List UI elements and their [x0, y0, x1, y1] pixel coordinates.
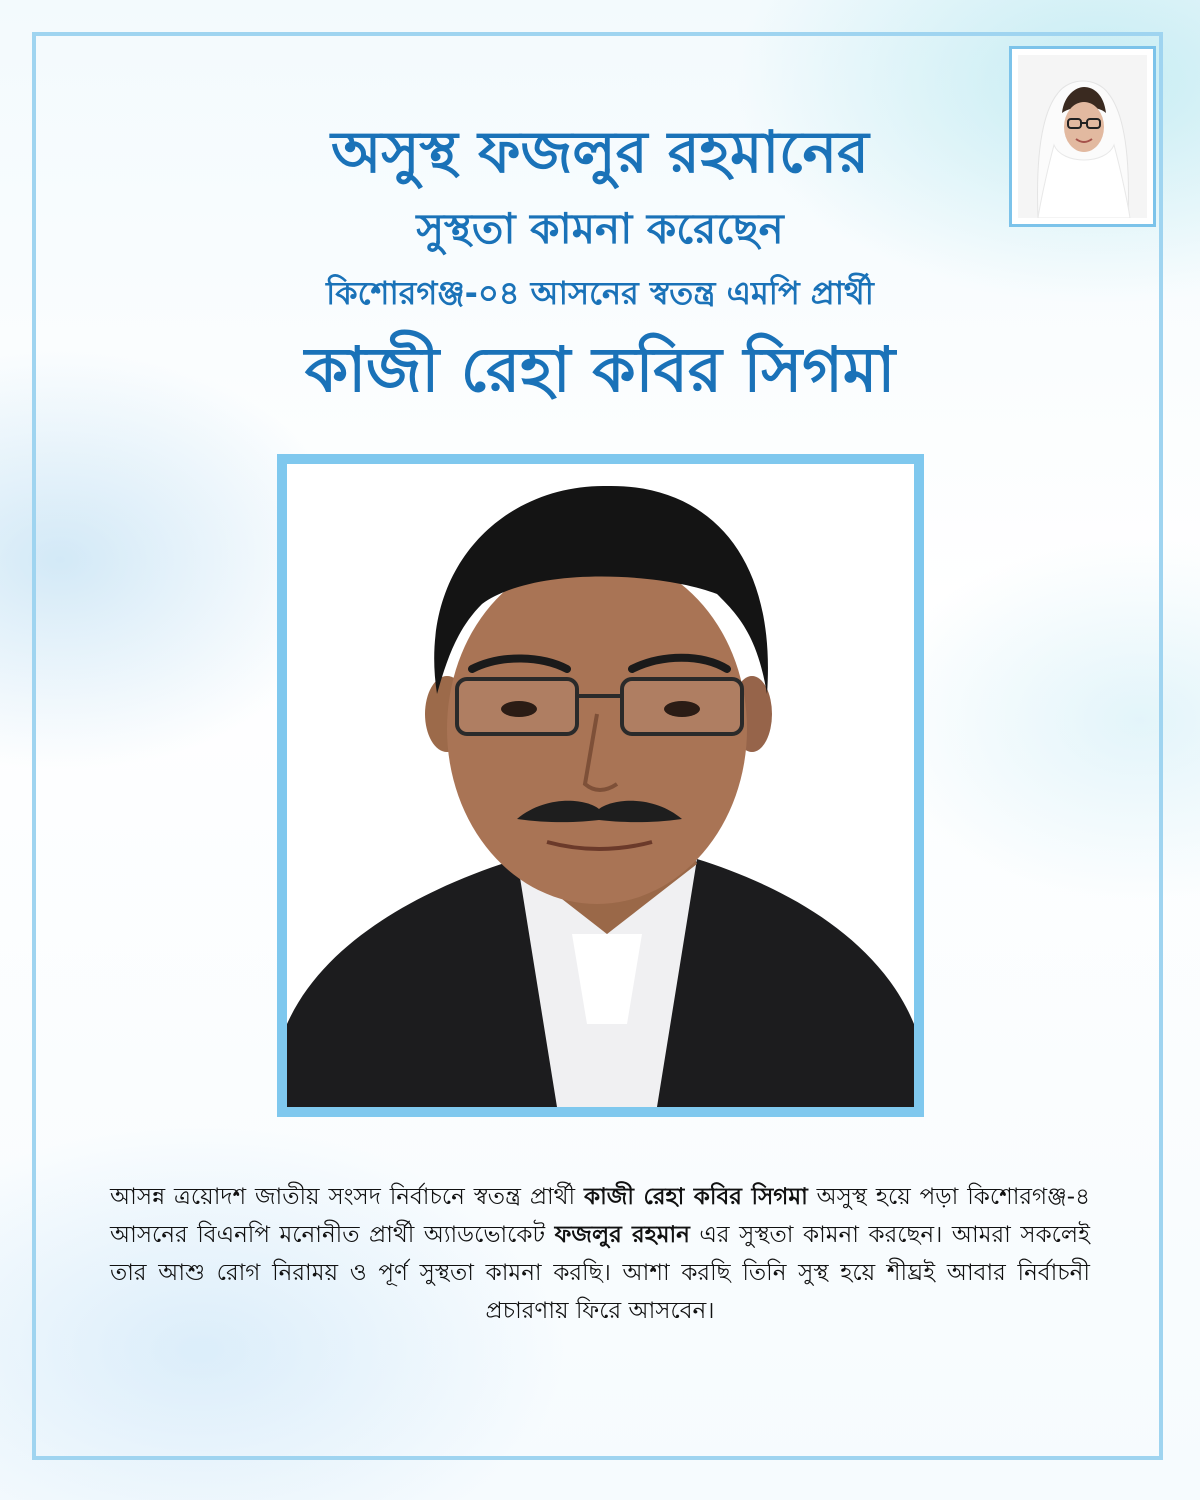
message-part-1: আসন্ন ত্রয়োদশ জাতীয় সংসদ নির্বাচনে স্বতন্ত্র প্রার্থী — [110, 1184, 585, 1210]
message-candidate-name: কাজী রেহা কবির সিগমা — [584, 1184, 808, 1210]
candidate-thumbnail-frame — [1009, 46, 1156, 227]
headline-line-3: কিশোরগঞ্জ-০৪ আসনের স্বতন্ত্র এমপি প্রার্থী — [326, 274, 874, 312]
main-photo-frame — [277, 454, 924, 1117]
candidate-name-heading: কাজী রেহা কবির সিগমা — [304, 333, 896, 406]
wellwish-message — [110, 1178, 1090, 1330]
main-portrait-photo — [287, 464, 914, 1107]
headline-line-2: সুস্থতা কামনা করেছেন — [416, 204, 784, 253]
headline-line-1: অসুস্থ ফজলুর রহমানের — [331, 118, 869, 186]
candidate-thumbnail-photo — [1018, 55, 1147, 218]
message-part-5: এর সুস্থতা কামনা করছেন। আমরা সকলেই তার আশু রোগ নিরাময় ও পূর্ণ সুস্থতা কামনা করছি। আশা করছি তিনি সুস্থ হয়ে শীঘ্রই আবার নির্বাচনী প্রচারণায় ফিরে আসবেন। — [110, 1222, 1091, 1324]
message-patient-name: ফজলুর রহমান — [554, 1222, 690, 1248]
message-part-3: অসুস্থ হয়ে পড়া কিশোরগঞ্জ-৪ আসনের বিএনপি মনোনীত প্রার্থী অ্যাডভোকেট — [110, 1184, 1090, 1248]
